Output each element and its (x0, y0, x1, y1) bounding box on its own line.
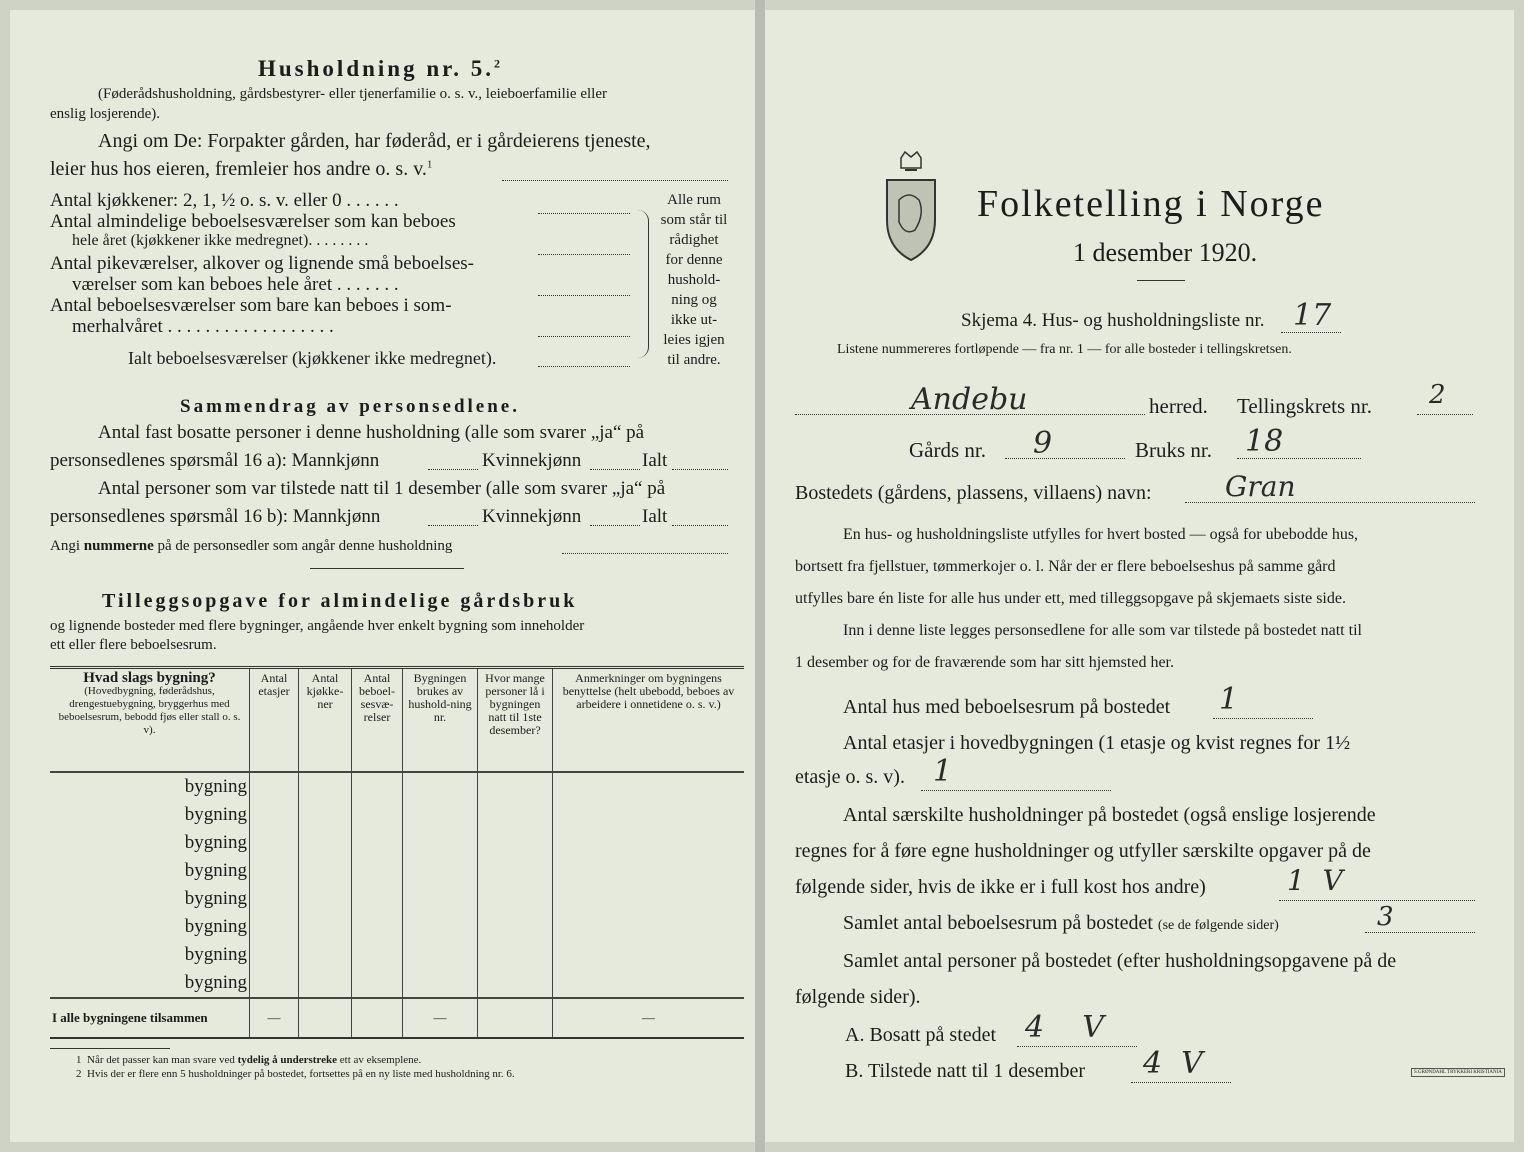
summer-rooms-line-1: Antal beboelsesværelser som bare kan beboes i som- (50, 295, 452, 316)
skjema-number: 17 (1293, 298, 1332, 333)
rooms-line-1: Antal almindelige beboelsesværelser som kan beboes (50, 211, 456, 232)
answer-line (1281, 332, 1341, 333)
col-persons: Hvor mange personer lå i bygningen natt til 1ste desember? (478, 668, 553, 772)
herred-value: Andebu (911, 382, 1028, 417)
total-cell (299, 998, 352, 1038)
answer-line (672, 525, 728, 526)
q-floors-line-2: etasje o. s. v). (795, 766, 905, 788)
summary-mann-b: personsedlenes spørsmål 16 b): Mannkjønn (50, 506, 381, 527)
q-persons-line-1: Samlet antal personer på bostedet (efter husholdningsopgavene på de (843, 950, 1397, 972)
q-rooms-value: 3 (1377, 902, 1394, 932)
answer-line (1213, 718, 1313, 719)
answer-line (1131, 1082, 1231, 1083)
left-page (10, 10, 755, 1142)
a-resident-value: 4 V (1025, 1010, 1104, 1045)
small-rooms-line-1: Antal pikeværelser, alkover og lignende små beboelses- (50, 253, 474, 274)
answer-line (538, 295, 630, 296)
instruction-line-2: bortsett fra fjellstuer, tømmerkojer o. l. Når der er flere beboelseshus på samme gård (795, 558, 1336, 575)
summer-rooms-line-2: merhalvåret . . . . . . . . . . . . . . . . . . (72, 316, 334, 337)
table-row (50, 801, 744, 829)
answer-line (1279, 900, 1475, 901)
answer-line (921, 790, 1111, 791)
col-remarks: Anmerkninger om bygningens benyttelse (helt ubebodd, beboes av arbeidere i onnetidene o. s. v.) (553, 668, 745, 772)
answer-line (590, 469, 640, 470)
table-row (50, 857, 744, 885)
rule (310, 568, 464, 569)
total-cell: — (403, 998, 478, 1038)
answer-line (538, 254, 630, 255)
q-houses-value: 1 (1219, 682, 1239, 717)
tellingskrets-label: Tellingskrets nr. (1237, 394, 1373, 418)
answer-line (1237, 458, 1361, 459)
table-row (50, 885, 744, 913)
q-households-line-3: følgende sider, hvis de ikke er i full kost hos andre) (795, 876, 1206, 898)
footnote-2: 2 Hvis der er flere enn 5 husholdninger på bostedet, fortsettes på en ny liste med husholdning nr. 6. (76, 1068, 515, 1080)
household-heading: Husholdning nr. 5.$^2$ (258, 56, 503, 81)
total-cell (478, 998, 553, 1038)
q-households-line-2: regnes for å føre egne husholdninger og utfyller særskilte opgaver på de (795, 840, 1371, 862)
table-row (50, 913, 744, 941)
tillegg-line-2: ett eller flere beboelsesrum. (50, 637, 217, 653)
bruks-label: Bruks nr. (1135, 438, 1213, 462)
answer-line (1417, 414, 1473, 415)
table-row (50, 772, 744, 801)
question-answer-line (502, 180, 728, 181)
a-resident-label: A. Bosatt på stedet (845, 1024, 997, 1046)
q-houses: Antal hus med beboelsesrum på bostedet (843, 696, 1171, 718)
total-cell: — (250, 998, 299, 1038)
intro-line-2: enslig losjerende). (50, 106, 160, 122)
total-cell: — (553, 998, 745, 1038)
bracket (638, 210, 649, 358)
census-date: 1 desember 1920. (1073, 238, 1258, 267)
b-present-value: 4 V (1143, 1046, 1203, 1081)
table-row (50, 969, 744, 998)
row-label: bygning (184, 943, 247, 965)
summary-kvinne-b: Kvinnekjønn (482, 506, 582, 527)
row-label: bygning (184, 915, 247, 937)
table-row (50, 829, 744, 857)
angi-numbers-line: Angi nummerne på de personsedler som angår denne husholdning (50, 538, 453, 554)
answer-line (1017, 1046, 1137, 1047)
total-cell (352, 998, 403, 1038)
numbering-note: Listene nummereres fortløpende — fra nr. 1 — for alle bosteder i tellingskretsen. (837, 342, 1292, 357)
rooms-line-2: hele året (kjøkkener ikke medregnet). . . . . . . . (72, 232, 369, 249)
col-floors: Antal etasjer (250, 668, 299, 772)
q-households-value: 1 V (1287, 864, 1343, 897)
answer-line (1005, 458, 1125, 459)
col-building-type: Hvad slags bygning? (Hovedbygning, føderådshus, drengestuebygning, bryggerhus med beboelsesrum, bebodd fjøs eller stall o. s. v). (50, 668, 250, 772)
answer-line (590, 525, 640, 526)
answer-line (428, 525, 478, 526)
small-rooms-line-2: værelser som kan beboes hele året . . . . . . . (72, 274, 399, 295)
title: Folketelling i Norge (977, 183, 1325, 225)
answer-line (1185, 502, 1475, 503)
gards-value: 9 (1033, 426, 1053, 461)
summary-line-1: Antal fast bosatte personer i denne husholdning (alle som svarer „ja“ på (98, 422, 645, 443)
answer-line (428, 469, 478, 470)
table-row (50, 941, 744, 969)
col-household: Bygningen brukes av hushold-ning nr. (403, 668, 478, 772)
coat-of-arms-icon (881, 150, 941, 262)
answer-line (538, 366, 630, 367)
instruction-line-5: 1 desember og for de fraværende som har sitt hjemsted her. (795, 654, 1174, 671)
skjema-label: Skjema 4. Hus- og husholdningsliste nr. (961, 310, 1265, 331)
herred-label: herred. (1149, 394, 1208, 418)
row-label: bygning (184, 803, 247, 825)
instruction-line-4: Inn i denne liste legges personsedlene for alle som var tilstede på bostedet natt til (843, 622, 1362, 639)
col-kitchens: Antal kjøkke-ner (299, 668, 352, 772)
q-persons-line-2: følgende sider). (795, 986, 921, 1008)
instruction-line-3: utfylles bare én liste for alle hus under ett, med tilleggsopgave på skjemaets siste side. (795, 590, 1346, 607)
table-total-row (50, 998, 744, 1038)
footnote-1: 1 Når det passer kan man svare ved tydelig å understreke ett av eksemplene. (76, 1054, 422, 1066)
answer-line (562, 553, 728, 554)
question-line-2: leier hus hos eieren, fremleier hos andre o. s. v.$^1$ (50, 158, 433, 180)
row-label: bygning (184, 775, 247, 797)
answer-line (1365, 932, 1475, 933)
q-floors-line-1: Antal etasjer i hovedbygningen (1 etasje og kvist regnes for 1½ (843, 732, 1351, 754)
q-floors-value: 1 (933, 754, 953, 789)
row-label: bygning (184, 971, 247, 993)
answer-line (795, 414, 1145, 415)
building-table (50, 666, 744, 1039)
row-label: bygning (184, 859, 247, 881)
summary-kvinne-a: Kvinnekjønn (482, 450, 582, 471)
intro-line-1: (Føderådshusholdning, gårdsbestyrer- eller tjenerfamilie o. s. v., leieboerfamilie eller (98, 86, 607, 102)
q-households-line-1: Antal særskilte husholdninger på bostedet (også enslige losjerende (843, 804, 1376, 826)
summary-line-2: Antal personer som var tilstede natt til 1 desember (alle som svarer „ja“ på (98, 478, 666, 499)
summary-title: Sammendrag av personsedlene. (180, 396, 520, 417)
b-present-label: B. Tilstede natt til 1 desember (845, 1060, 1085, 1082)
instruction-line-1: En hus- og husholdningsliste utfylles for hvert bosted — også for ubebodde hus, (843, 526, 1359, 543)
rooms-total-line: Ialt beboelsesværelser (kjøkkener ikke medregnet). (128, 348, 497, 368)
bosted-label: Bostedets (gårdens, plassens, villaens) navn: (795, 482, 1152, 504)
summary-ialt-a: Ialt (642, 450, 668, 471)
rule (50, 1048, 170, 1049)
gards-label: Gårds nr. (909, 438, 986, 462)
bruks-value: 18 (1245, 424, 1284, 459)
total-label: I alle bygningene tilsammen (50, 998, 250, 1038)
answer-line (538, 336, 630, 337)
summary-mann-a: personsedlenes spørsmål 16 a): Mannkjønn (50, 450, 380, 471)
page-fold (755, 0, 765, 1152)
bosted-value: Gran (1225, 470, 1296, 503)
question-line-1: Angi om De: Forpakter gården, har føderåd, er i gårdeierens tjeneste, (98, 130, 651, 152)
right-page (765, 10, 1514, 1142)
rule (1137, 280, 1185, 281)
col-rooms: Antal beboel-sesvæ-relser (352, 668, 403, 772)
answer-line (672, 469, 728, 470)
tillegg-line-1: og lignende bosteder med flere bygninger, angående hver enkelt bygning som inneholder (50, 618, 585, 634)
printer-mark: S.GRØNDAHL TRYKKERI KRISTIANIA (1411, 1068, 1505, 1077)
row-label: bygning (184, 887, 247, 909)
kitchens-line: Antal kjøkkener: 2, 1, ½ o. s. v. eller 0 . . . . . . (50, 190, 399, 211)
tillegg-title: Tilleggsopgave for almindelige gårdsbruk (102, 590, 578, 612)
side-note: Alle rum som står til rådighet for denne hushold- ning og ikke ut- leies igjen til andre. (660, 192, 728, 368)
row-label: bygning (184, 831, 247, 853)
answer-line (538, 213, 630, 214)
summary-ialt-b: Ialt (642, 506, 668, 527)
q-rooms: Samlet antal beboelsesrum på bostedet (se de følgende sider) (843, 912, 1279, 934)
tellingskrets-value: 2 (1429, 380, 1446, 410)
